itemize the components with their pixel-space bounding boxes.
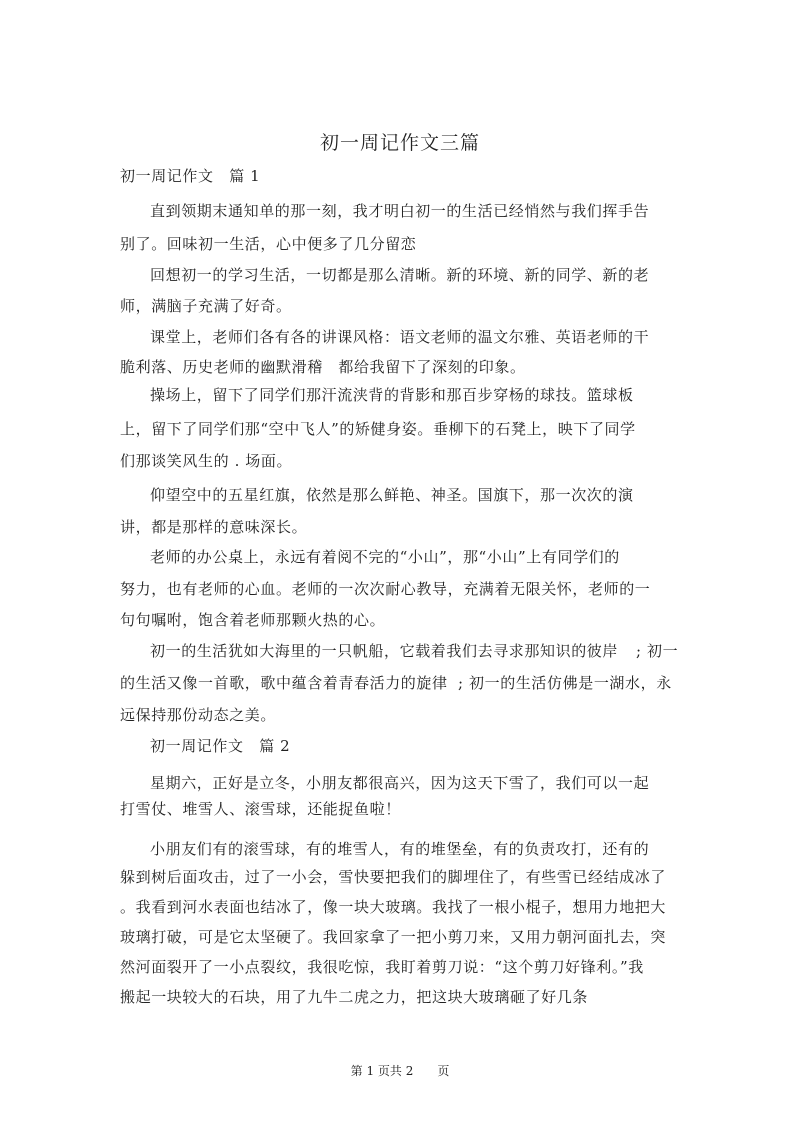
paragraph-line: 星期六，正好是立冬，小朋友都很高兴，因为这天下雪了，我们可以一起: [150, 774, 650, 792]
paragraph-line: 远保持那份动态之美。: [120, 706, 277, 724]
paragraph-line: 玻璃打破，可是它太坚硬了。我回家拿了一把小剪刀来，又用力朝河面扎去，突: [120, 928, 667, 946]
paragraph-line: 讲，都是那样的意味深长。: [120, 518, 308, 536]
paragraph-line-fragment: ; 初一的生活仿佛是一湖水，永: [458, 674, 672, 692]
page-footer: 第 1 页共 2 页: [350, 1064, 450, 1078]
document-title: 初一周记作文三篇: [319, 132, 480, 154]
paragraph-line: 躲到树后面攻击，过了一小会，雪快要把我们的脚埋住了，有些雪已经结成冰了: [120, 868, 667, 886]
paragraph-line: 上，留下了同学们那“空中飞人”的矫健身姿。垂柳下的石凳上，映下了同学: [120, 420, 636, 438]
paragraph-line: 打雪仗、堆雪人、滚雪球，还能捉鱼啦！: [120, 800, 401, 818]
paragraph-line: 搬起一块较大的石块，用了九牛二虎之力，把这块大玻璃砸了好几条: [120, 988, 589, 1006]
paragraph-line: 课堂上，老师们各有各的讲课风格：语文老师的温文尔雅、英语老师的干: [150, 328, 650, 346]
paragraph-line: 老师的办公桌上，永远有着阅不完的“小山”，那“小山”上有同学们的: [150, 548, 620, 566]
paragraph-line: 脆利落、历史老师的幽默滑稽 都给我留下了深刻的印象。: [120, 358, 526, 376]
paragraph-line-fragment: ; 初一: [636, 642, 679, 660]
paragraph-line: 初一的生活犹如大海里的一只帆船，它载着我们去寻求那知识的彼岸: [150, 642, 619, 660]
paragraph-line: 仰望空中的五星红旗，依然是那么鲜艳、神圣。国旗下，那一次次的演: [150, 486, 634, 504]
paragraph-line: 的生活又像一首歌，歌中蕴含着青春活力的旋律: [120, 674, 448, 692]
paragraph-line: 操场上，留下了同学们那汗流浃背的背影和那百步穿杨的球技。篮球板: [150, 386, 634, 404]
paragraph-line: 师，满脑子充满了好奇。: [120, 297, 292, 315]
section-heading: 初一周记作文 篇 2: [150, 737, 291, 755]
paragraph-line: 回想初一的学习生活，一切都是那么清晰。新的环境、新的同学、新的老: [150, 266, 650, 284]
paragraph-line: 们那谈笑风生的 . 场面。: [120, 452, 293, 470]
paragraph-line: 努力，也有老师的心血。老师的一次次耐心教导，充满着无限关怀，老师的一: [120, 580, 651, 598]
paragraph-line: 。我看到河水表面也结冰了，像一块大玻璃。我找了一根小棍子，想用力地把大: [120, 898, 667, 916]
paragraph-line: 然河面裂开了一小点裂纹，我很吃惊，我盯着剪刀说：“这个剪刀好锋利。”我: [120, 958, 644, 976]
paragraph-line: 小朋友们有的滚雪球，有的堆雪人，有的堆堡垒，有的负责攻打，还有的: [150, 840, 650, 858]
paragraph-line: 别了。回味初一生活，心中便多了几分留恋: [120, 235, 417, 253]
paragraph-line: 直到领期末通知单的那一刻，我才明白初一的生活已经悄然与我们挥手告: [150, 202, 650, 220]
section-heading: 初一周记作文 篇 1: [120, 167, 261, 185]
paragraph-line: 句句嘱咐，饱含着老师那颗火热的心。: [120, 611, 386, 629]
